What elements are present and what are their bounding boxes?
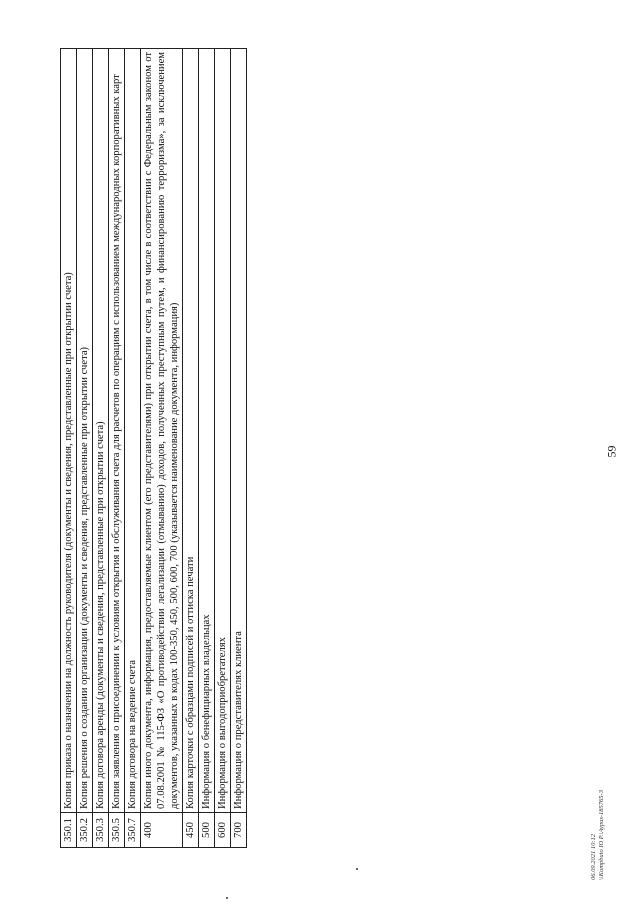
row-text: Информация о бенефициарных владельцах	[199, 49, 215, 813]
row-text: Информация о представителях клиента	[231, 49, 247, 813]
table-row	[93, 49, 109, 848]
stamp-date: 06.09.2021 10:12	[590, 833, 597, 880]
row-text: Копия карточки с образцами подписей и оттиска печати	[183, 49, 199, 813]
row-text: Копия заявления о присоединении к условиям открытия и обслуживания счета для расчетов по операциям с использованием международных корпоративных карт	[109, 49, 125, 813]
row-code: 350.3	[93, 813, 109, 848]
row-code: 350.2	[77, 813, 93, 848]
table-row	[61, 49, 77, 848]
row-code: 350.1	[61, 813, 77, 848]
scan-speck	[226, 897, 228, 899]
table-row	[141, 49, 183, 848]
table-row	[199, 49, 215, 848]
row-text: Информация о выгодоприобретателях	[215, 49, 231, 813]
row-text: Копия договора аренды (документы и сведения, представленные при открытии счета)	[93, 49, 109, 813]
row-code: 350.7	[125, 813, 141, 848]
row-text: Копия иного документа, информация, предоставляемые клиентом (его представителями) при открытии счета, в том числе в соответствии с Федеральным законом от 07.08.2001 № 115-ФЗ «О противодействии легализации (отмыванию) доходов, полученных преступным путем, и финансированию терроризма», за исключением документов, указанных в кодах 100-350, 450, 500, 600, 700 (указывается наименование документа, информация)	[141, 49, 183, 813]
row-code: 700	[231, 813, 247, 848]
document-codes-table	[60, 48, 247, 848]
table-row	[125, 49, 141, 848]
row-code: 600	[215, 813, 231, 848]
row-code: 400	[141, 813, 183, 848]
table-row	[77, 49, 93, 848]
scan-speck	[356, 868, 358, 870]
table-row	[215, 49, 231, 848]
row-text: Копия решения о создании организации (документы и сведения, представленные при открытии счета)	[77, 49, 93, 813]
table-row	[231, 49, 247, 848]
row-code: 500	[199, 813, 215, 848]
row-text: Копия приказа о назначении на должность руководителя (документы и сведения, представленные при открытии счета)	[61, 49, 77, 813]
row-text: Копия договора на ведение счета	[125, 49, 141, 813]
table-row	[109, 49, 125, 848]
row-code: 450	[183, 813, 199, 848]
page-number: 59	[604, 445, 619, 458]
print-stamp	[590, 790, 606, 880]
table-row	[183, 49, 199, 848]
stamp-path: \\Kompbuto IO P.\Aypus-185765-3	[598, 790, 605, 880]
row-code: 350.5	[109, 813, 125, 848]
rotated-page	[60, 48, 280, 848]
